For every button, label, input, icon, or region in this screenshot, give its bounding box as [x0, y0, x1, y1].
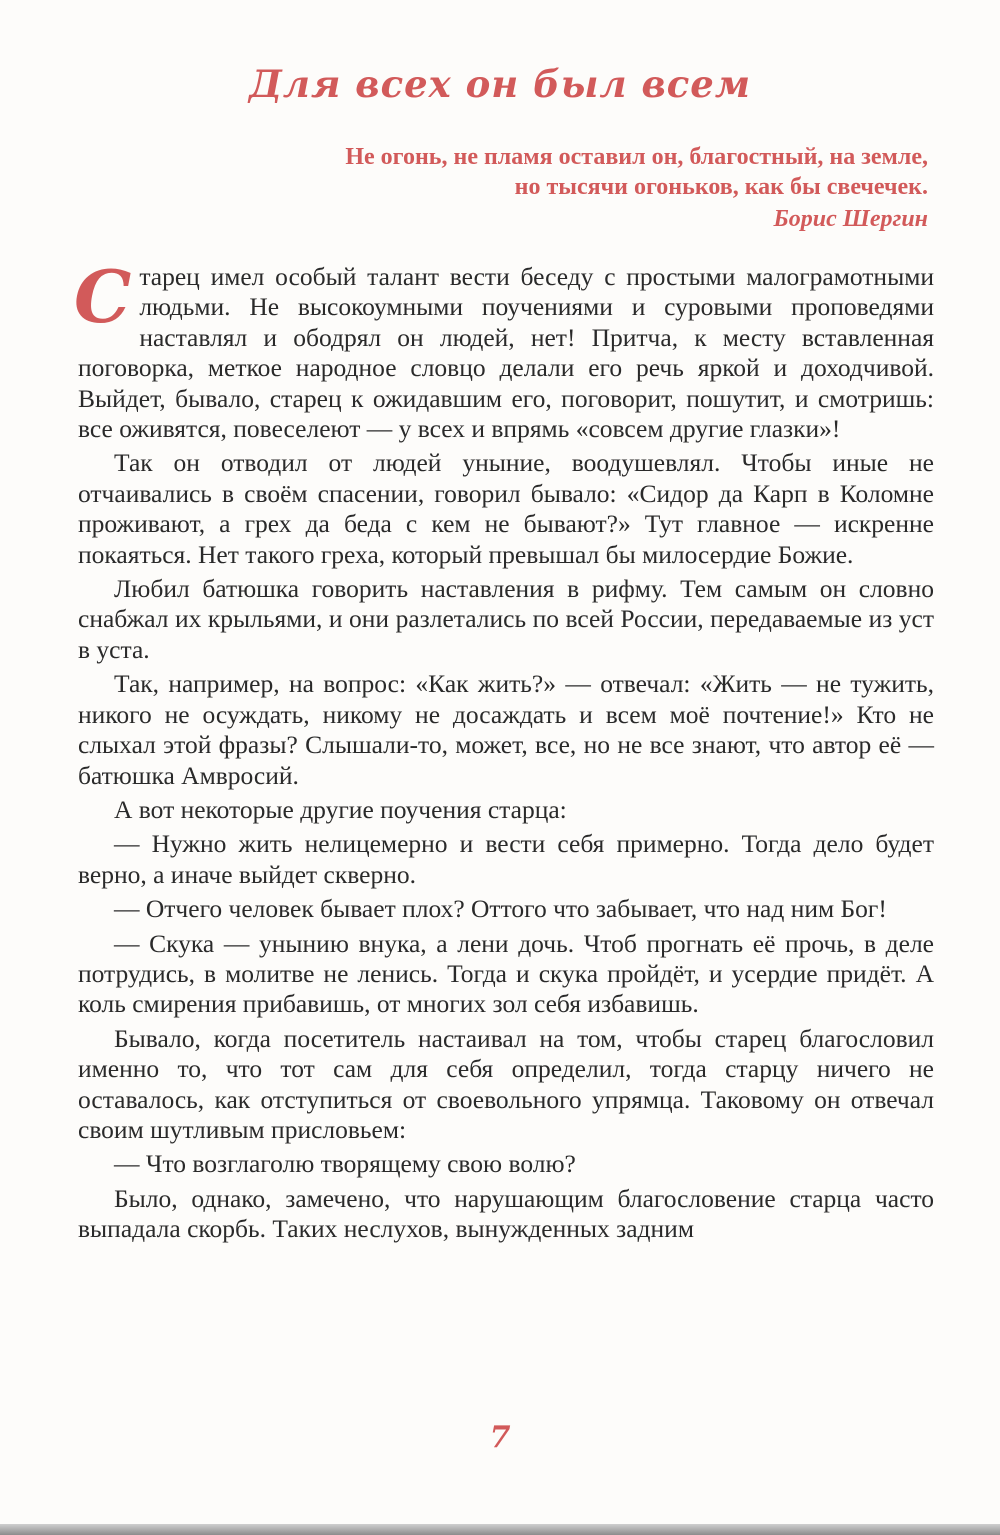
- epigraph-line: но тысячи огоньков, как бы свечечек.: [514, 174, 928, 200]
- paragraph: А вот некоторые другие поучения старца:: [114, 794, 567, 824]
- paragraph: Бывало, когда посетитель настаивал на том, чтобы старец благословил именно то, что тот сам для себя определил, тогда старцу ничего не оставалось, как отступиться от своевольного упрямца. Таковому он отвечал своим шутливым присловьем:: [78, 1023, 934, 1144]
- paragraph: Было, однако, замечено, что нарушающим благословение старца часто выпадала скорбь. Таких неслухов, вынужденных задним: [78, 1183, 934, 1244]
- quote-paragraph: — Что возглаголю творящему свою волю?: [114, 1149, 576, 1179]
- paragraph: Так он отводил от людей уныние, воодушевлял. Чтобы иные не отчаивались в своём спасении, говорил бывало: «Сидор да Карп в Коломне проживают, а грех да беда с кем не бывают?» Тут главное — искренне покаяться. Нет такого греха, который превышал бы милосердие Божие.: [78, 448, 934, 569]
- paragraph: Так, например, на вопрос: «Как жить?» — отвечал: «Жить — не тужить, никого не осуждать, никому не досаждать и всем моё почтение!» Кто не слыхал этой фразы? Слышали-то, может, все, но не все знают, что автор её — батюшка Амвросий.: [78, 669, 934, 790]
- scan-edge: [0, 1524, 1000, 1535]
- body-text: [74, 254, 934, 1249]
- quote-paragraph: — Скука — унынию внука, а лени дочь. Чтоб прогнать её прочь, в деле потрудись, в молитве не ленись. Тогда и скука пройдёт, и усердие придёт. А коль смирения прибавишь, от многих зол себя избавишь.: [78, 928, 934, 1019]
- paragraph: Старец имел особый талант вести беседу с простыми малограмотными людьми. Не высокоумными поучениями и суровыми проповедями наставлял и ободрял он людей, нет! Притча, к месту вставленная поговорка, меткое народное словцо делали его речь яркой и доходчивой. Выйдет, бывало, старец к ожидавшим его, поговорит, пошутит, и смотришь: все оживятся, повеселеют — у всех и впрямь «совсем другие глазки»!: [74, 254, 934, 444]
- quote-paragraph: — Нужно жить нелицемерно и вести себя примерно. Тогда дело будет верно, а иначе выйдет скверно.: [78, 829, 934, 889]
- quote-paragraph: — Отчего человек бывает плох? Оттого что забывает, что над ним Бог!: [114, 894, 887, 924]
- epigraph-line: Не огонь, не пламя оставил он, благостный, на земле,: [345, 144, 928, 170]
- drop-cap: С: [74, 254, 132, 339]
- chapter-title: Для всех он был всем: [248, 62, 752, 106]
- paragraph: Любил батюшка говорить наставления в рифму. Тем самым он словно снабжал их крыльями, и они разлетались по всей России, передаваемые из уст в уста.: [78, 574, 934, 664]
- epigraph: [208, 142, 928, 202]
- page-number: 7: [489, 1420, 511, 1455]
- epigraph-author: Борис Шергин: [773, 206, 928, 232]
